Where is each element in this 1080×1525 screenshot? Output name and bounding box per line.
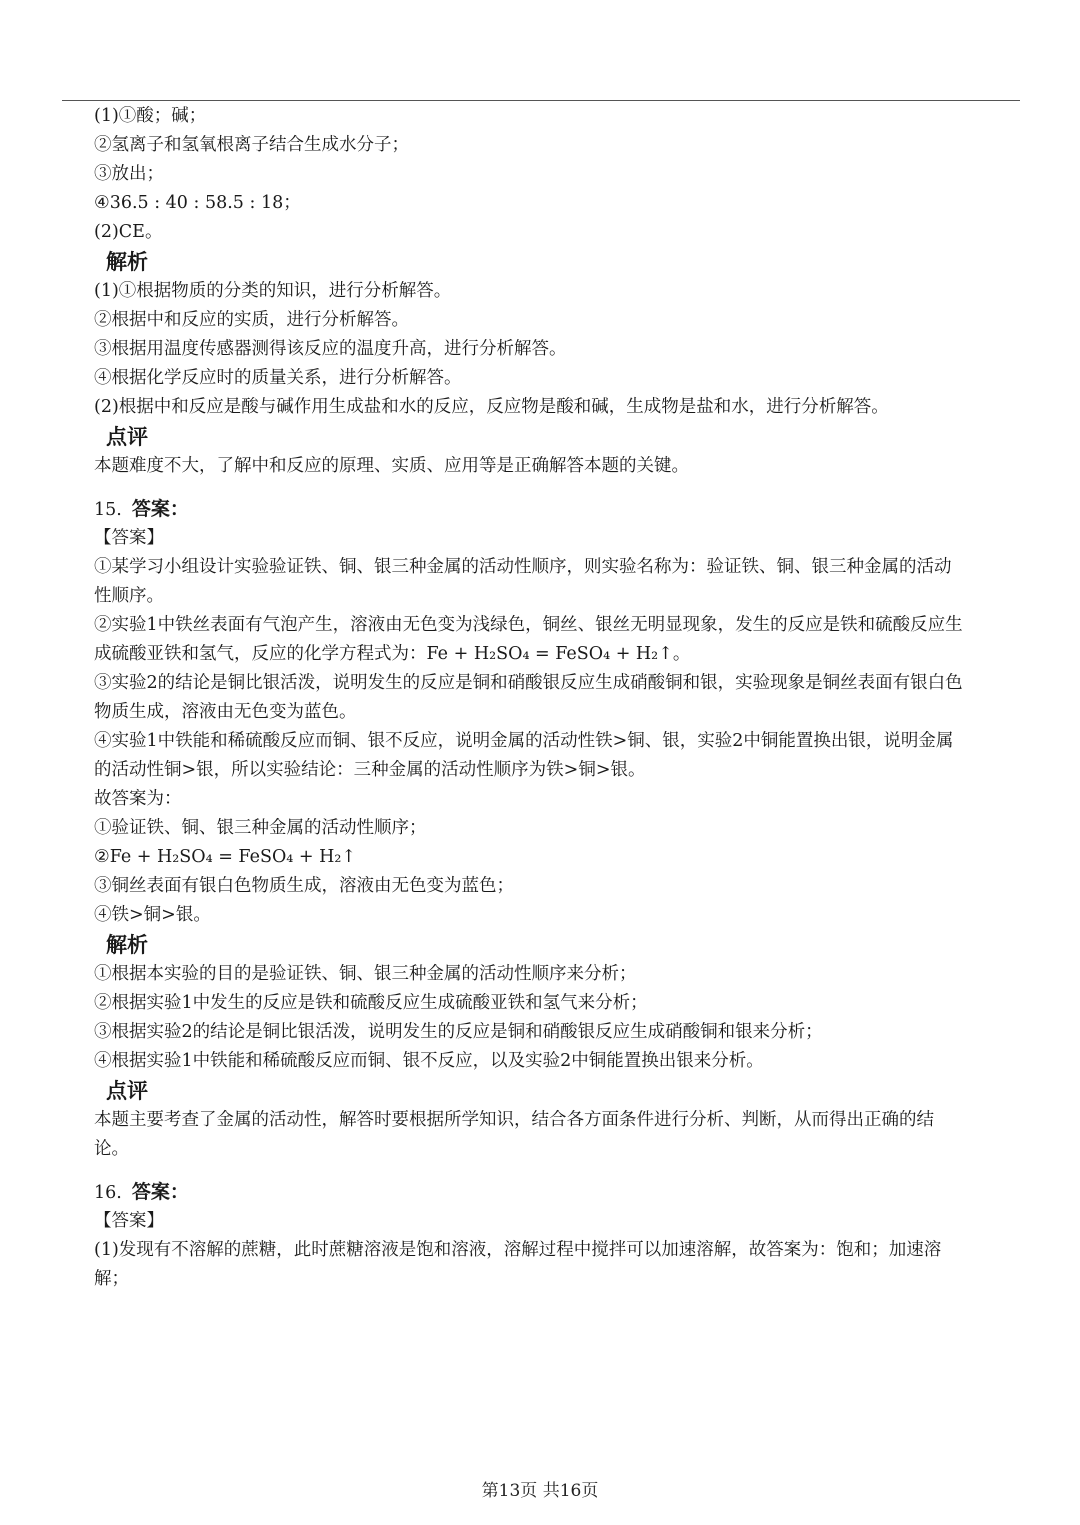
answer-line: ③实验2的结论是铜比银活泼，说明发生的反应是铜和硝酸银反应生成硝酸铜和银，实验现象是铜丝表面有银白色 bbox=[94, 673, 963, 693]
question-title: 答案： bbox=[131, 1181, 189, 1203]
question-15-heading bbox=[94, 494, 1044, 524]
answer-line: ③放出； bbox=[94, 164, 164, 184]
answer-line: 物质生成，溶液由无色变为蓝色。 bbox=[94, 702, 357, 722]
analysis-line: ③根据实验2的结论是铜比银活泼，说明发生的反应是铜和硝酸银反应生成硝酸铜和银来分析； bbox=[94, 1022, 823, 1042]
answer-line: 故答案为： bbox=[94, 789, 182, 809]
question-number: 15. bbox=[94, 500, 122, 520]
comment-line: 本题难度不大，了解中和反应的原理、实质、应用等是正确解答本题的关键。 bbox=[94, 456, 689, 476]
analysis-line: ③根据用温度传感器测得该反应的温度升高，进行分析解答。 bbox=[94, 339, 567, 359]
comment-heading: 点评 bbox=[106, 424, 148, 449]
answer-tag: 【答案】 bbox=[94, 528, 164, 548]
analysis-heading: 解析 bbox=[106, 249, 148, 274]
analysis-heading: 解析 bbox=[106, 932, 148, 957]
answer-line: ④36.5 : 40 : 58.5 : 18； bbox=[94, 193, 301, 213]
answer-line: 的活动性铜>银，所以实验结论：三种金属的活动性顺序为铁>铜>银。 bbox=[94, 760, 646, 780]
q15-analysis bbox=[94, 960, 1044, 1076]
answer-line: (2)CE。 bbox=[94, 222, 163, 242]
answer-line: ④实验1中铁能和稀硫酸反应而铜、银不反应，说明金属的活动性铁>铜、银，实验2中铜能置换出银，说明金属 bbox=[94, 731, 954, 751]
comment-line: 本题主要考查了金属的活动性，解答时要根据所学知识，结合各方面条件进行分析、判断，从而得出正确的结 bbox=[94, 1110, 934, 1130]
question-16-heading bbox=[94, 1177, 1044, 1207]
q16-answer bbox=[94, 1236, 1044, 1294]
analysis-line: (2)根据中和反应是酸与碱作用生成盐和水的反应，反应物是酸和碱，生成物是盐和水，进行分析解答。 bbox=[94, 397, 889, 417]
analysis-line: ④根据实验1中铁能和稀硫酸反应而铜、银不反应，以及实验2中铜能置换出银来分析。 bbox=[94, 1051, 764, 1071]
answer-line: ①某学习小组设计实验验证铁、铜、银三种金属的活动性顺序，则实验名称为：验证铁、铜、银三种金属的活动 bbox=[94, 557, 952, 577]
question-title: 答案： bbox=[131, 498, 189, 520]
answer-line: ②Fe + H₂SO₄ = FeSO₄ + H₂↑ bbox=[94, 847, 357, 867]
answer-line: ①验证铁、铜、银三种金属的活动性顺序； bbox=[94, 818, 427, 838]
page-footer: 第13页 共16页 bbox=[481, 1481, 599, 1501]
header-rule bbox=[62, 100, 1020, 101]
comment-heading: 点评 bbox=[106, 1078, 148, 1103]
question-number: 16. bbox=[94, 1183, 122, 1203]
block1-analysis bbox=[94, 277, 1044, 422]
answer-line: ②实验1中铁丝表面有气泡产生，溶液由无色变为浅绿色，铜丝、银丝无明显现象，发生的反应是铁和硫酸反应生 bbox=[94, 615, 963, 635]
comment-line: 论。 bbox=[94, 1139, 129, 1159]
answer-line: ②氢离子和氢氧根离子结合生成水分子； bbox=[94, 135, 409, 155]
answer-line: ④铁>铜>银。 bbox=[94, 905, 211, 925]
answer-line: (1)发现有不溶解的蔗糖，此时蔗糖溶液是饱和溶液，溶解过程中搅拌可以加速溶解，故答案为：饱和；加速溶 bbox=[94, 1240, 942, 1260]
answer-line: ③铜丝表面有银白色物质生成，溶液由无色变为蓝色； bbox=[94, 876, 514, 896]
answer-tag: 【答案】 bbox=[94, 1211, 164, 1231]
analysis-line: ②根据实验1中发生的反应是铁和硫酸反应生成硫酸亚铁和氢气来分析； bbox=[94, 993, 648, 1013]
analysis-line: ①根据本实验的目的是验证铁、铜、银三种金属的活动性顺序来分析； bbox=[94, 964, 637, 984]
answer-line: 性顺序。 bbox=[94, 586, 164, 606]
analysis-line: (1)①根据物质的分类的知识，进行分析解答。 bbox=[94, 281, 452, 301]
answer-line: (1)①酸；碱； bbox=[94, 106, 207, 126]
page-content bbox=[94, 102, 1044, 1294]
analysis-line: ②根据中和反应的实质，进行分析解答。 bbox=[94, 310, 409, 330]
analysis-line: ④根据化学反应时的质量关系，进行分析解答。 bbox=[94, 368, 462, 388]
q15-answer bbox=[94, 553, 1044, 930]
q15-comment bbox=[94, 1106, 1044, 1164]
answer-line: 解； bbox=[94, 1269, 129, 1289]
block1-answer bbox=[94, 102, 1044, 247]
answer-line: 成硫酸亚铁和氢气，反应的化学方程式为：Fe + H₂SO₄ = FeSO₄ + H₂↑。 bbox=[94, 644, 691, 664]
